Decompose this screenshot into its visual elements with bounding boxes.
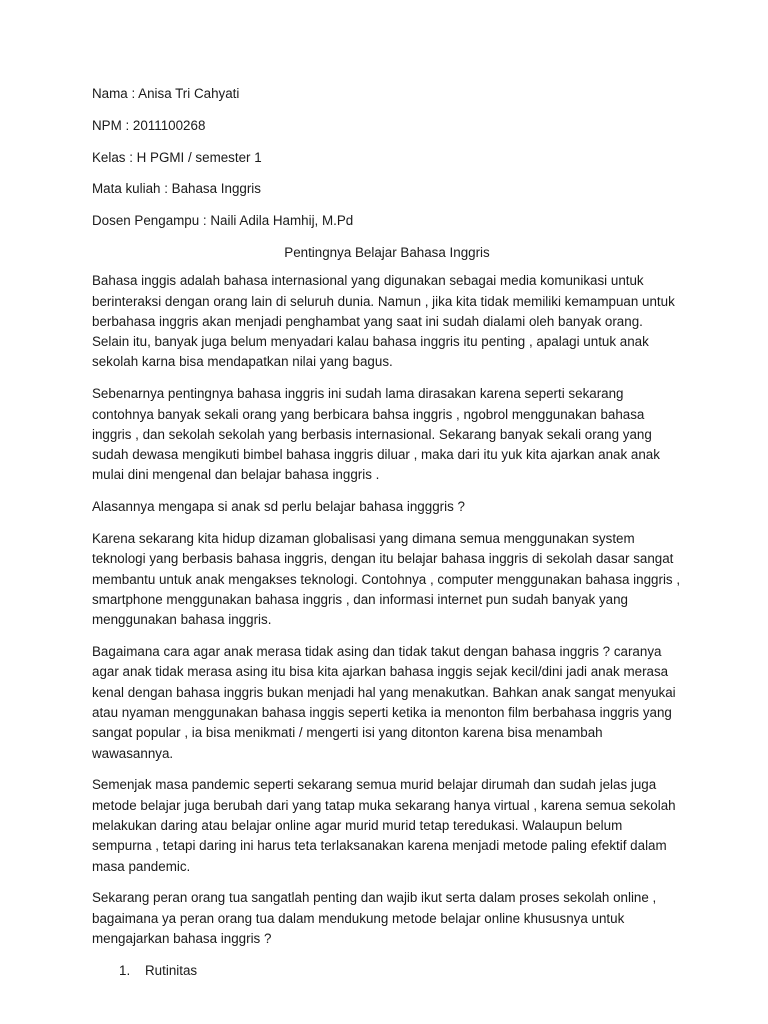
paragraph-4: Bagaimana cara agar anak merasa tidak asing dan tidak takut dengan bahasa inggris ? caranya agar anak tidak merasa asing itu bisa kita ajarkan bahasa inggis sejak kecil/dini jadi anak merasa kenal dengan bahasa inggris bukan menjadi hal yang menakutkan. Bahkan anak sangat menyukai atau nyaman menggunakan bahasa inggis seperti ketika ia menonton film berbahasa inggris yang sangat popular , ia bisa menikmati / mengerti isi yang ditonton karena bisa menambah wawasannya. — [92, 644, 676, 761]
paragraph-3: Karena sekarang kita hidup dizaman globalisasi yang dimana semua menggunakan system teknologi yang berbasis bahasa inggris, dengan itu belajar bahasa inggris di sekolah dasar sangat membantu untuk anak mengakses teknologi. Contohnya , computer menggunakan bahasa inggris , smartphone menggunakan bahasa inggris , dan informasi internet pun sudah banyak yang menggunakan bahasa inggris. — [92, 531, 681, 628]
paragraph-question: Alasannya mengapa si anak sd perlu belajar bahasa ingggris ? — [92, 499, 465, 515]
student-class: Kelas : H PGMI / semester 1 — [92, 149, 262, 165]
paragraph-5: Semenjak masa pandemic seperti sekarang semua murid belajar dirumah dan sudah jelas juga metode belajar juga berubah dari yang tatap muka sekarang hanya virtual , karena semua sekolah melakukan daring atau belajar online agar murid murid tetap teredukasi. Walaupun belum sempurna , tetapi daring ini harus teta terlaksanakan karena menjadi metode paling efektif dalam masa pandemic. — [92, 777, 676, 874]
list-item-number: 1. — [119, 962, 131, 978]
list-item-label: Rutinitas — [145, 962, 198, 978]
list-item — [92, 961, 682, 981]
paragraph-6: Sekarang peran orang tua sangatlah penting dan wajib ikut serta dalam proses sekolah online , bagaimana ya peran orang tua dalam mendukung metode belajar online khususnya untuk mengajarkan bahasa inggris ? — [92, 890, 657, 946]
lecturer-name: Dosen Pengampu : Naili Adila Hamhij, M.Pd — [92, 213, 354, 229]
paragraph-2: Sebenarnya pentingnya bahasa inggris ini sudah lama dirasakan karena seperti sekarang contohnya banyak sekali orang yang berbicara bahsa inggris , ngobrol menggunakan bahasa inggris , dan sekolah sekolah yang berbasis internasional. Sekarang banyak sekali orang yang sudah dewasa mengikuti bimbel bahasa inggris diluar , maka dari itu yuk kita ajarkan anak anak mulai dini mengenal dan belajar bahasa inggris . — [92, 386, 660, 483]
paragraph-1: Bahasa inggis adalah bahasa internasional yang digunakan sebagai media komunikasi untuk berinteraksi dengan orang lain di seluruh dunia. Namun , jika kita tidak memiliki kemampuan untuk berbahasa inggris akan menjadi penghambat yang saat ini sudah dialami oleh banyak orang. Selain itu, banyak juga belum menyadari kalau bahasa inggris itu penting , apalagi untuk anak sekolah karna bisa mendapatkan nilai yang bagus. — [92, 273, 675, 370]
document-body — [92, 84, 682, 981]
document-title: Pentingnya Belajar Bahasa Inggris — [284, 244, 490, 260]
student-npm: NPM : 2011100268 — [92, 117, 206, 133]
course-name: Mata kuliah : Bahasa Inggris — [92, 181, 261, 197]
student-name: Nama : Anisa Tri Cahyati — [92, 86, 240, 101]
